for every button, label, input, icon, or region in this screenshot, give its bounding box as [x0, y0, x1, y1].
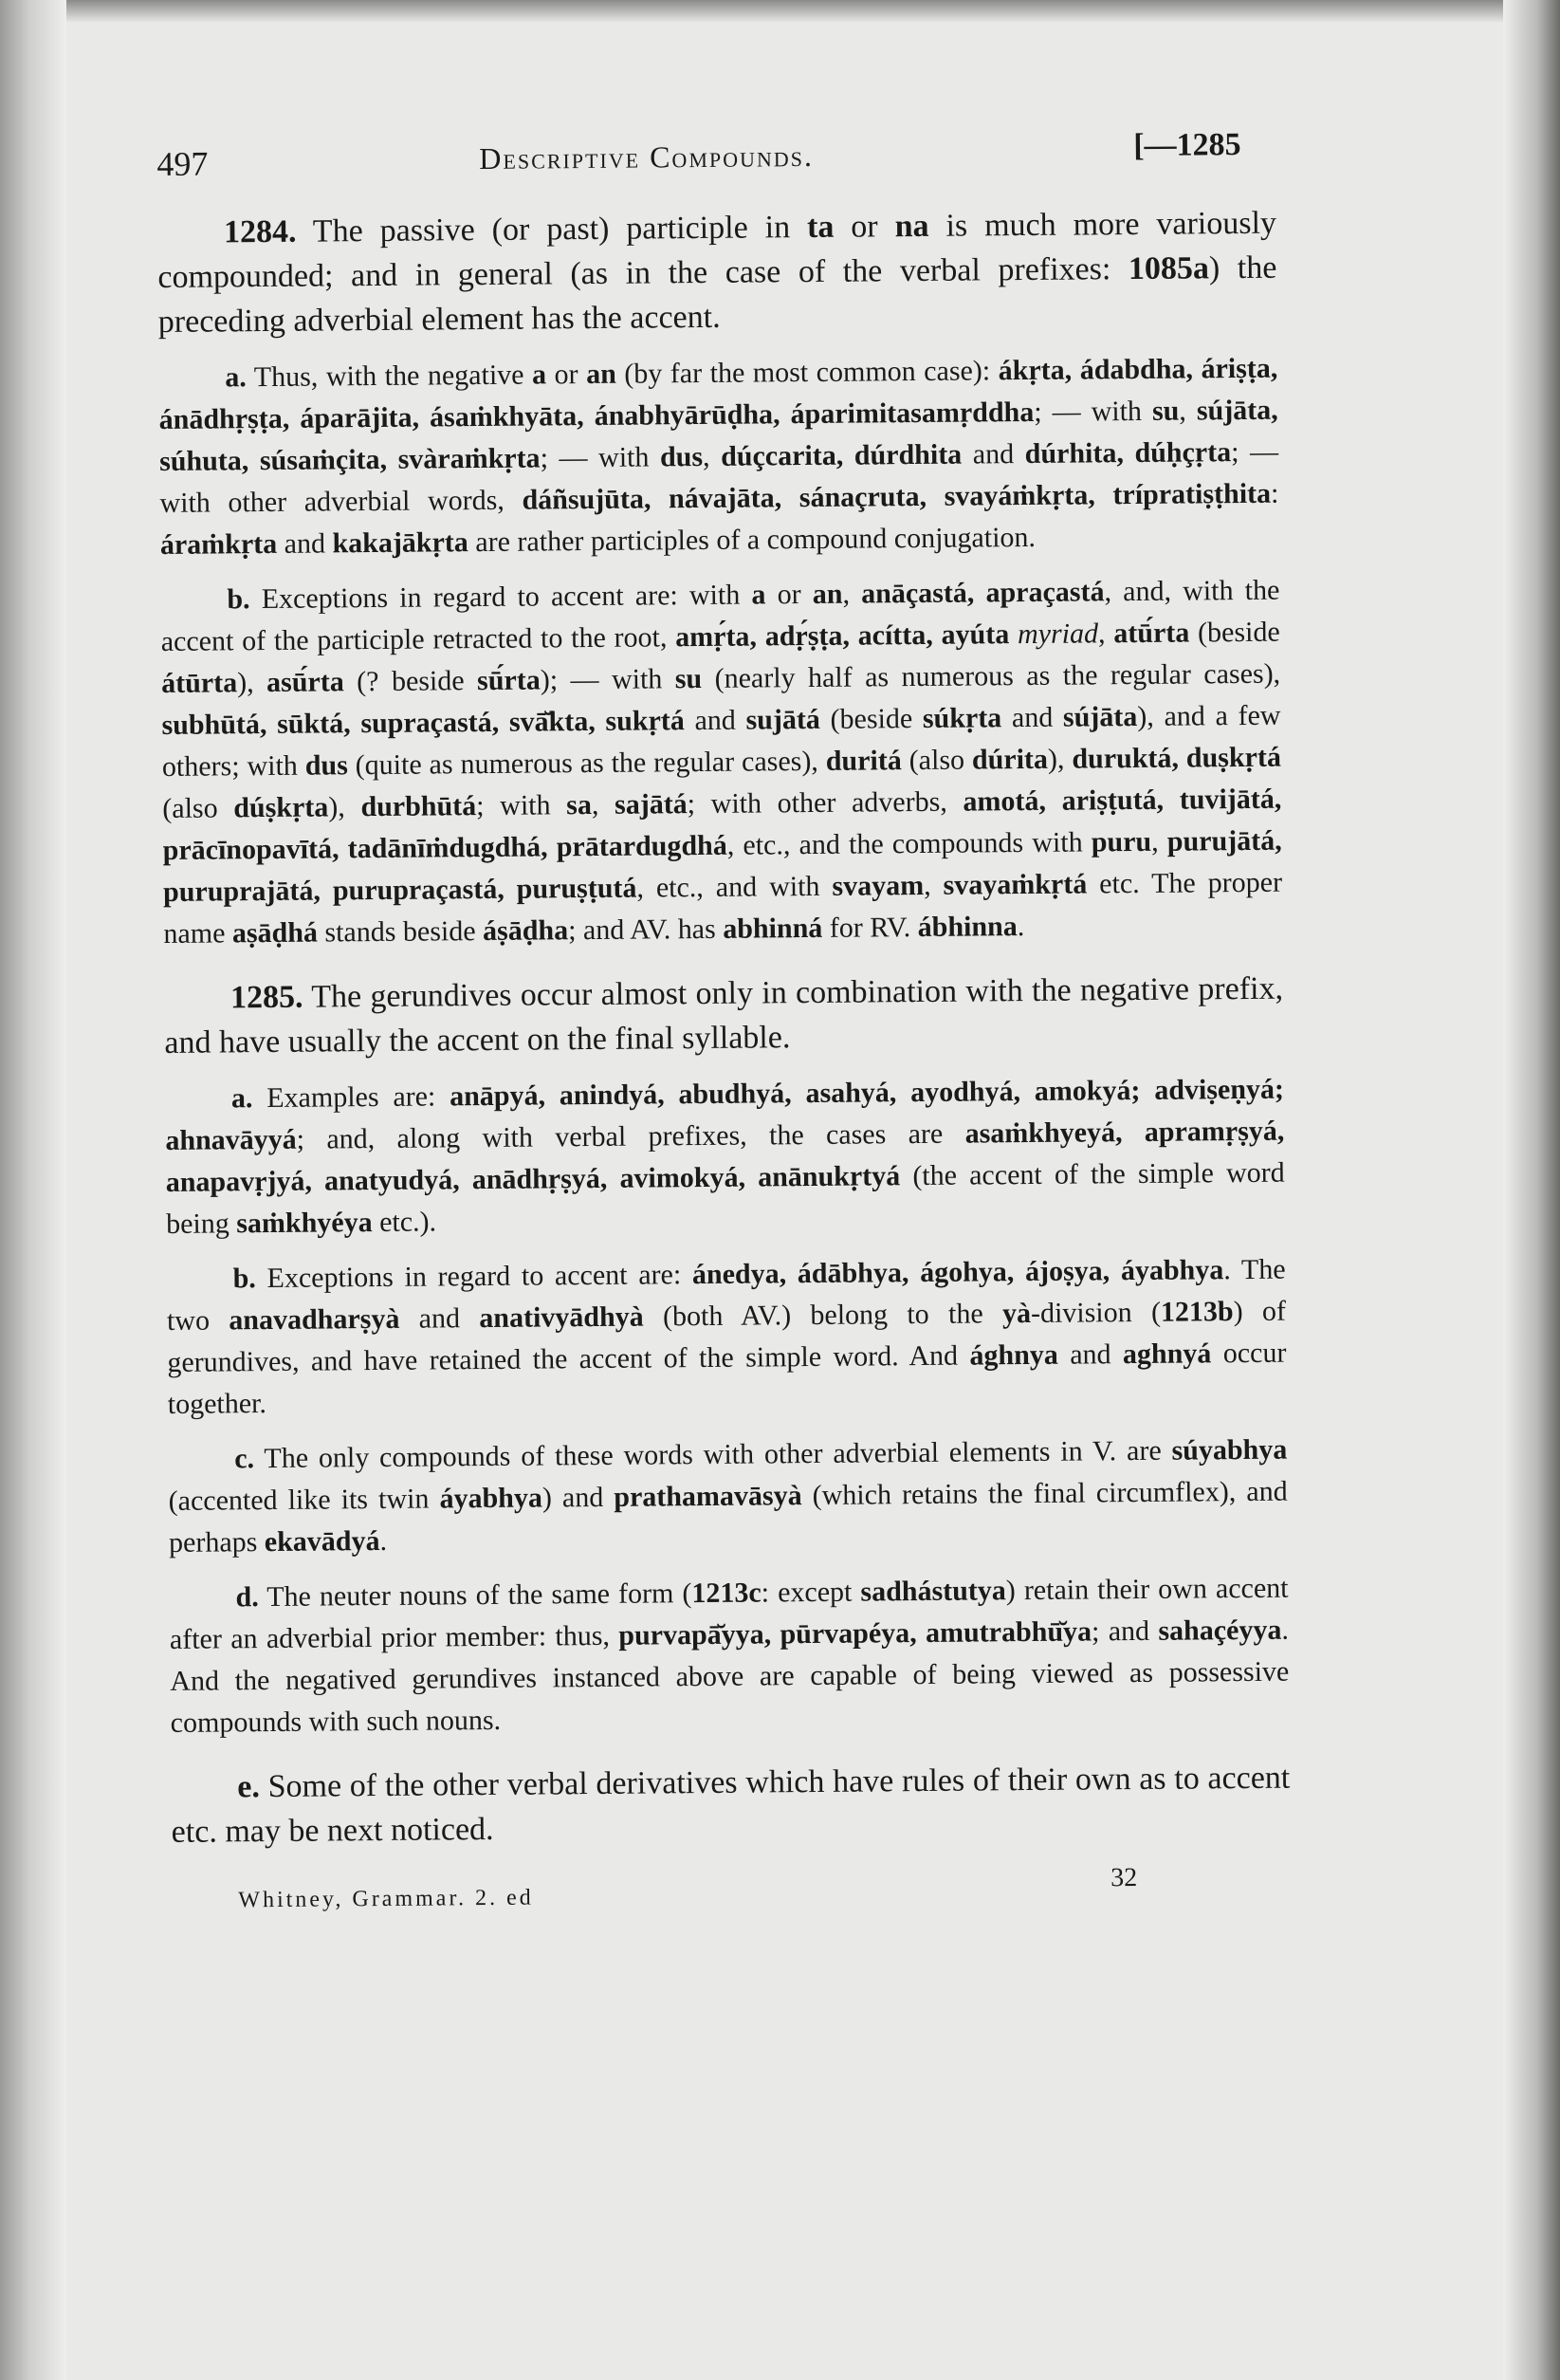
paragraph-1285d: d. The neuter nouns of the same form (1213c: except sadhástutya) retain their own accent after an adverbial prior member: thus, purvapā̆yya, pūrvapéya, amutrabhū̆ya; and sahaçéyya. And the negatived gerundives instanced above are capable of being viewed as possessive compounds with such nouns. [169, 1572, 1290, 1739]
scan-edge-top [0, 0, 1560, 23]
page-header [156, 114, 1276, 190]
paragraph-1285b: b. Exceptions in regard to accent are: ánedya, ádābhya, ágohya, ájoṣya, áyabhya. The two anavadharṣyà and anativyādhyà (both AV.) belong to the yà-division (1213b) of gerundives, and have retained the accent of the simple word. And ághnya and aghnyá occur together. [166, 1253, 1287, 1420]
paragraph-1285a: a. Examples are: anāpyá, anindyá, abudhyá, asahyá, ayodhyá, amokyá; adviṣeṇyá; ahnavāyyá; and, along with verbal prefixes, the cases are asaṁkhyeyá, apramṛṣyá, anapavṛjyá, anatyudyá, anādhṛṣyá, avimokyá, anānukṛtyá (the accent of the simple word being saṁkhyéya etc.). [165, 1073, 1285, 1240]
paragraph-1284b: b. Exceptions in regard to accent are: with a or an, anāçastá, apraçastá, and, with the accent of the participle retracted to the root, amṛ́ta, adṛ́ṣṭa, acítta, ayúta myriad, atū́rta (beside átūrta), asū́rta (? beside sū́rta); — with su (nearly half as numerous as the regular cases), subhūtá, sūktá, supraçastá, svā̆kta, sukṛtá and sujātá (beside súkṛta and sújāta), and a few others; with dus (quite as numerous as the regular cases), duritá (also dúrita), duruktá, duṣkṛtá (also dúṣkṛta), durbhūtá; with sa, sajātá; with other adverbs, amotá, ariṣṭutá, tuvijātá, prācīnopavītá, tadānīṁdugdhá, prātardugdhá, etc., and the compounds with puru, purujātá, puruprajātá, purupraçastá, puruṣṭutá, etc., and with svayam, svayaṁkṛtá etc. The proper name aṣāḍhá stands beside áṣāḍha; and AV. has abhinná for RV. ábhinna. [160, 574, 1283, 950]
page-footer [172, 1862, 1291, 1928]
paragraph-1285c: c. The only compounds of these words with other adverbial elements in V. are súyabhya (accented like its twin áyabhya) and prathamavāsyà (which retains the final circumflex), and perhaps ekavādyá. [168, 1433, 1288, 1559]
scan-edge-right [1503, 0, 1560, 2380]
section-reference: [—1285 [1133, 127, 1241, 164]
scan-edge-left [0, 0, 66, 2380]
signature-mark: 32 [1110, 1863, 1138, 1893]
paragraph-1285e: e. Some of the other verbal derivatives which have rules of their own as to accent etc. may be next noticed. [171, 1760, 1291, 1850]
running-title: Descriptive Compounds. [479, 138, 815, 176]
paragraph-1284a: a. Thus, with the negative a or an (by far the most common case): ákṛta, ádabdha, áriṣṭa, ánādhṛṣṭa, áparājita, ásaṁkhyāta, ánabhyārūḍha, áparimitasamṛddha; — with su, sújāta, súhuta, súsaṁçita, svàraṁkṛta; — with dus, dúçcarita, dúrdhita and dúrhita, dúḥçṛta; — with other adverbial words, dáñsujūta, návajāta, sánaçruta, svayáṁkṛta, trípratiṣṭhita: áraṁkṛta and kakajākṛta are rather participles of a compound conjugation. [158, 352, 1279, 561]
source-note: Whitney, Grammar. 2. ed [238, 1885, 534, 1913]
paragraph-1285: 1285. The gerundives occur almost only in combination with the negative prefix, and have usually the accent on the final syllable. [164, 970, 1284, 1061]
page-number: 497 [156, 144, 209, 183]
book-page [156, 114, 1294, 2286]
paragraph-1284: 1284. The passive (or past) participle in ta or na is much more variously compounded; and in general (as in the case of the verbal prefixes: 1085a) the preceding adverbial element has the accent. [157, 205, 1277, 340]
